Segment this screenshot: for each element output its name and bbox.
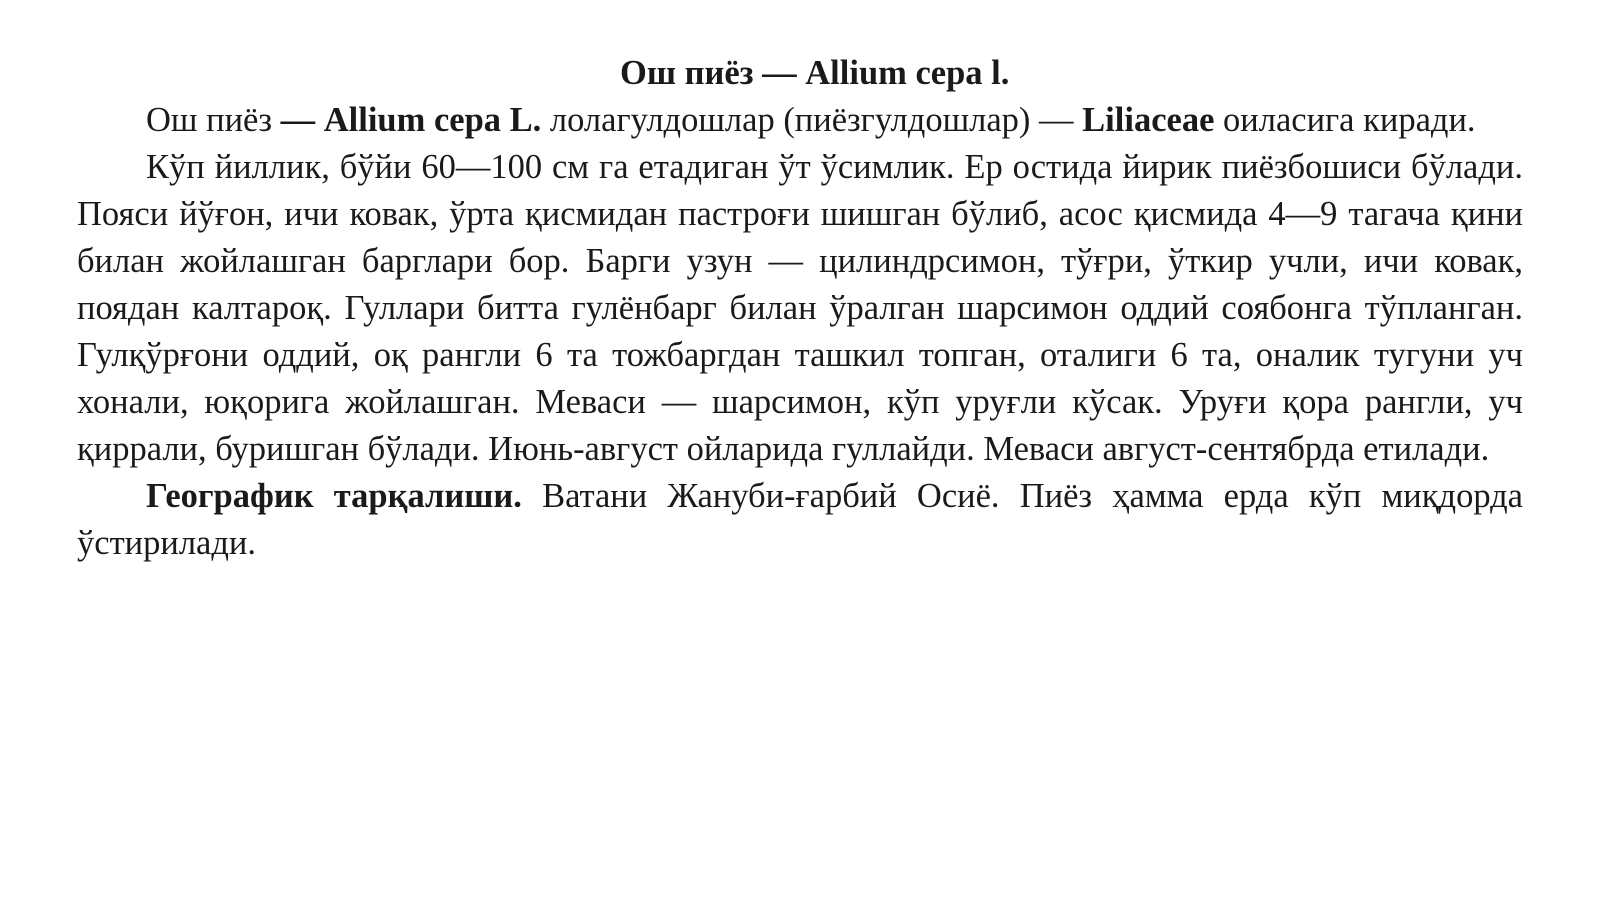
family-name-bold: Liliaceae [1082,101,1215,139]
paragraph-family-text-3: оиласига киради. [1214,101,1476,139]
paragraph-family-text-1: Ош пиёз [146,101,281,139]
document-page [77,50,1523,567]
distribution-text: Ватани Жануби-ғарбий Осиё. Пиёз ҳамма ерда кўп миқдорда ўстирилади. [77,477,1523,562]
paragraph-description: Кўп йиллик, бўйи 60—100 см га етадиган ўт ўсимлик. Ер остида йирик пиёзбошиси бўлади. Пояси йўғон, ичи ковак, ўрта қисмидан пастроғи шишган бўлиб, асос қисмида 4—9 тагача қини билан жойлашган барглари бор. Барги узун — цилиндрсимон, тўғри, ўткир учли, ичи ковак, поядан калтароқ. Гуллари битта гулёнбарг билан ўралган шарсимон оддий соябонга тўпланган. Гулқўрғони оддий, оқ рангли 6 та тожбаргдан ташкил топган, оталиги 6 та, оналик тугуни уч хонали, юқорига жойлашган. Меваси — шарсимон, кўп уруғли кўсак. Уруғи қора рангли, уч қиррали, буришган бўлади. Июнь-август ойларида гуллайди. Меваси август-сентябрда етилади. [77,148,1523,468]
latin-name-bold: — Allium cepa L. [280,101,542,139]
paragraph-distribution [77,473,1523,567]
paragraph-family-text-2: лолагулдошлар (пиёзгулдошлар) — [541,101,1083,139]
paragraph-family [77,97,1523,144]
distribution-heading: Географик тарқалиши. [146,477,522,515]
document-title: Ош пиёз — Allium cepa l. [620,54,1010,92]
